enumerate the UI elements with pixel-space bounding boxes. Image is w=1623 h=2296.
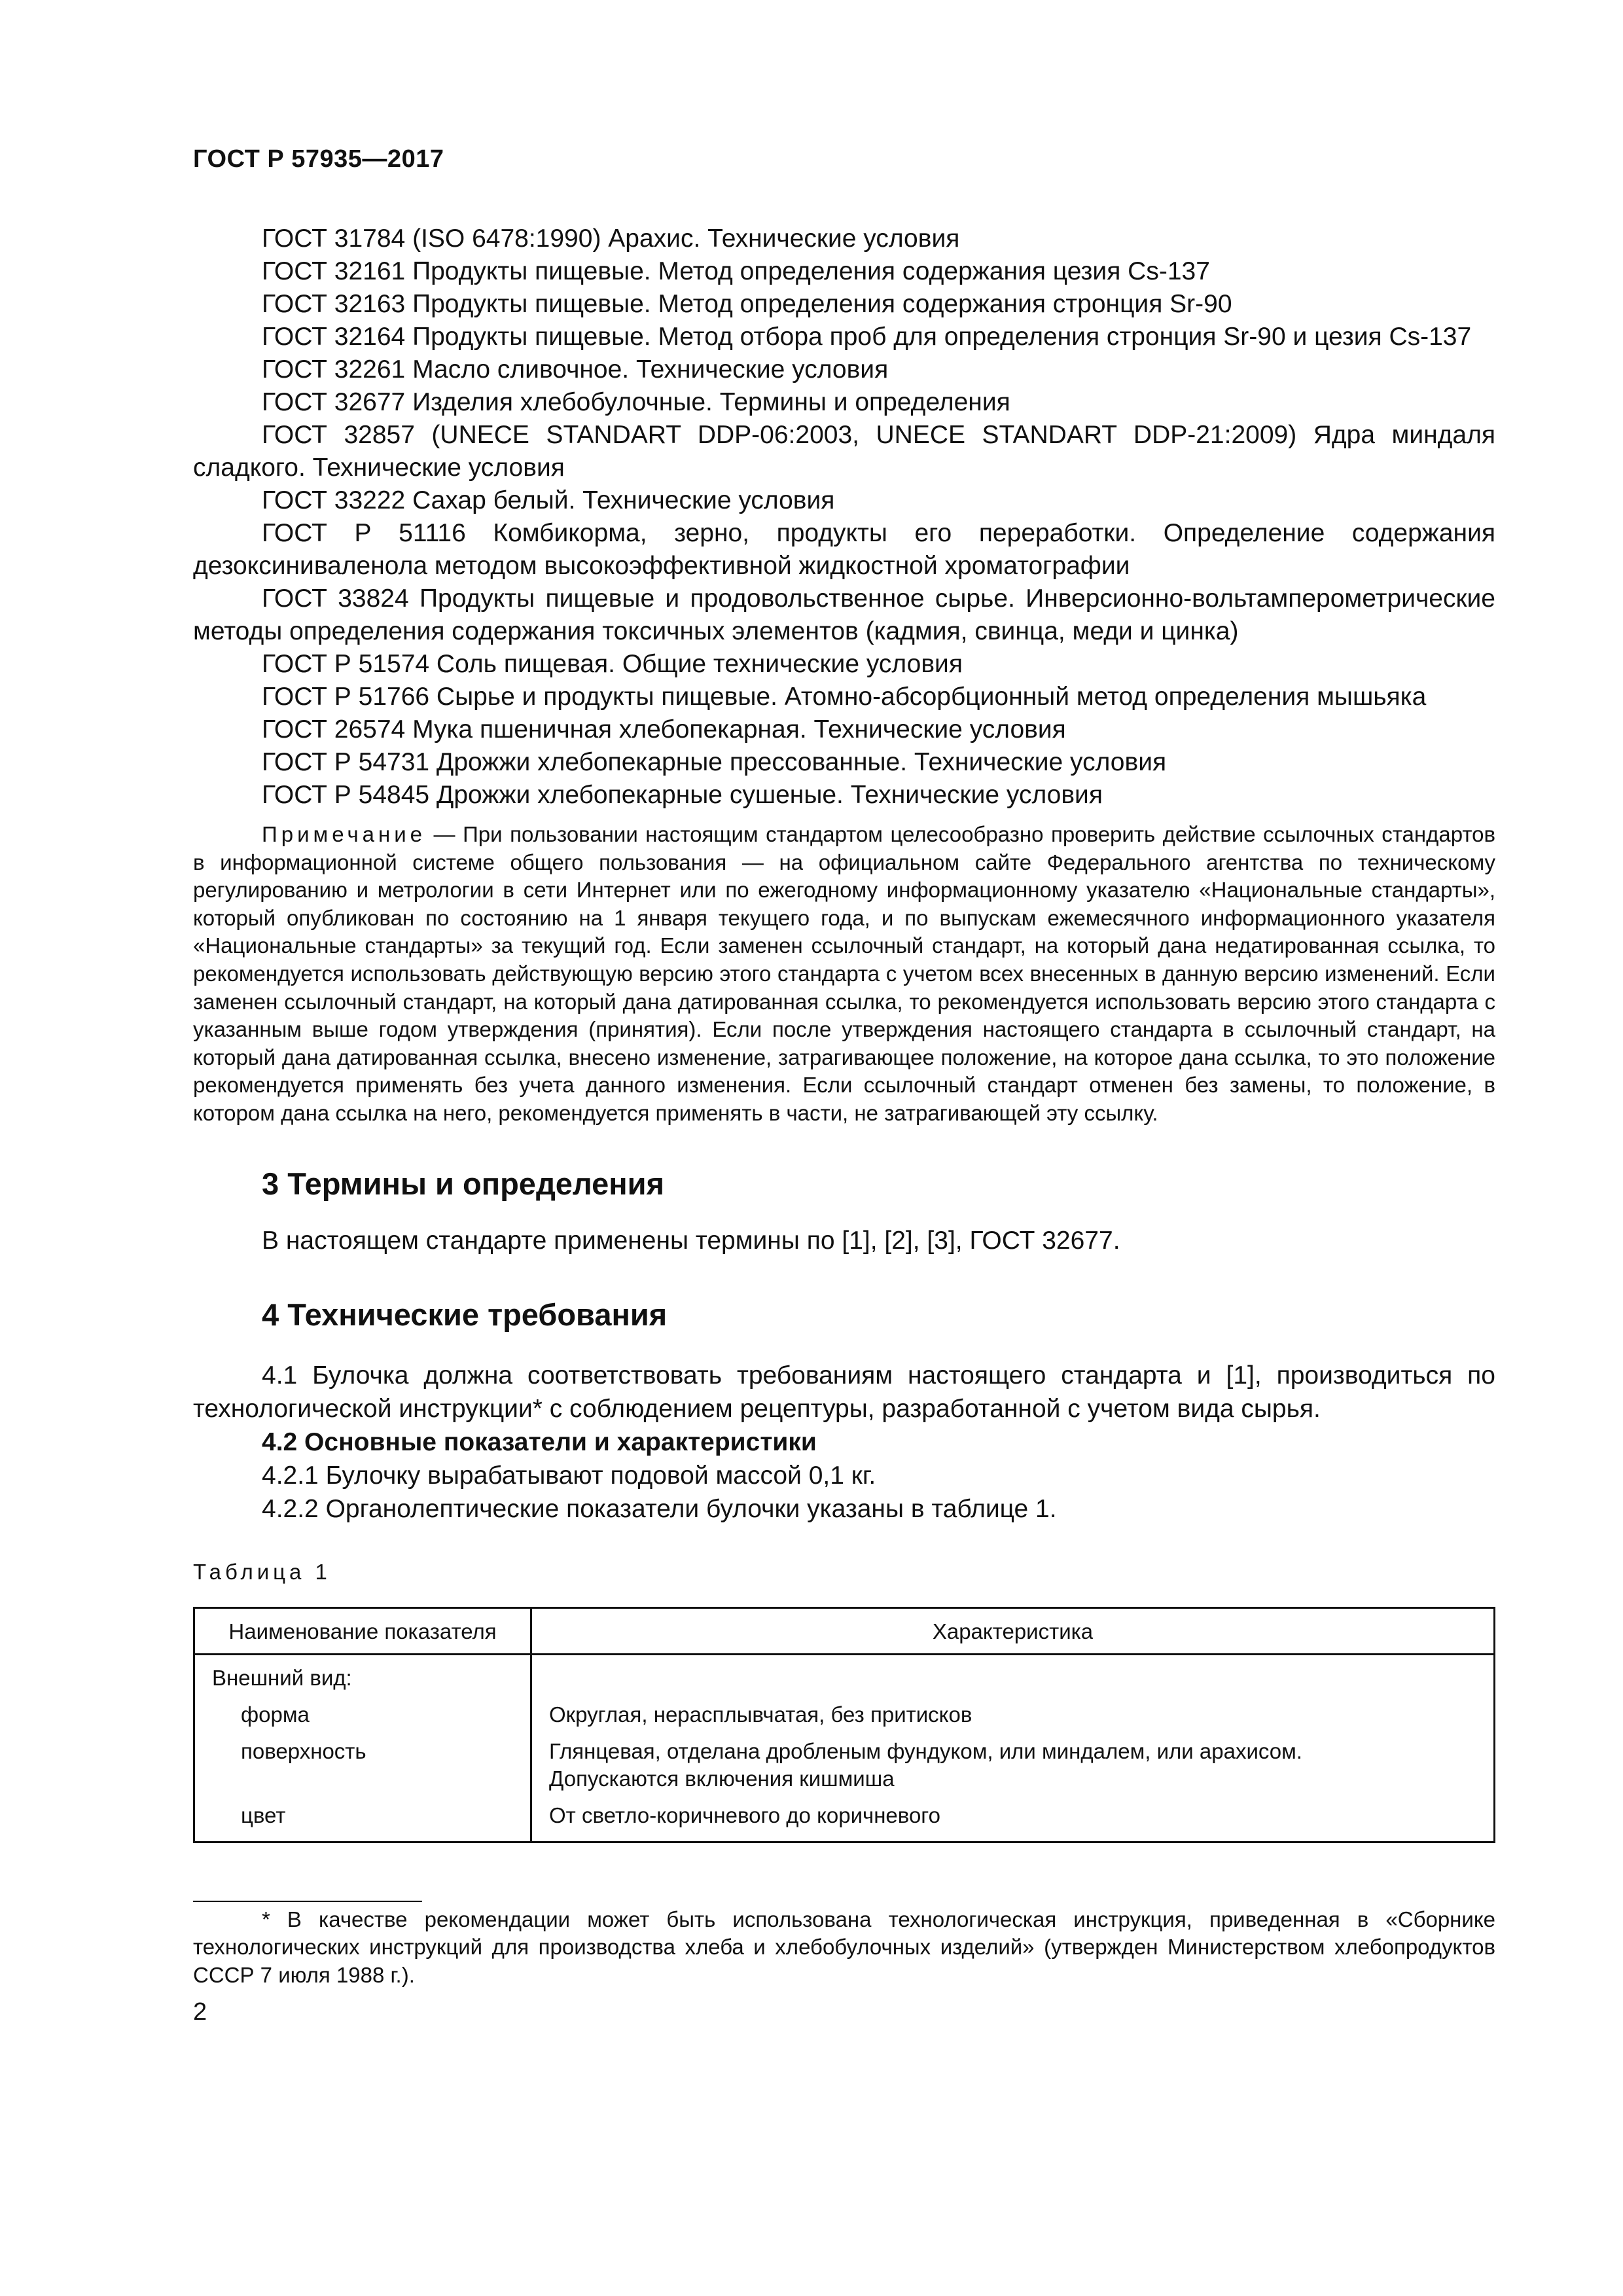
table-row bbox=[194, 1697, 1495, 1734]
table-cell bbox=[194, 1765, 531, 1798]
note-paragraph bbox=[193, 821, 1495, 1128]
table-header-cell: Наименование показателя bbox=[194, 1607, 531, 1654]
table-header-cell: Характеристика bbox=[531, 1607, 1495, 1654]
reference-item: ГОСТ 33824 Продукты пищевые и продовольственное сырье. Инверсионно-вольтамперометрические методы определения содержания токсичных элементов (кадмия, свинца, меди и цинка) bbox=[193, 584, 1495, 645]
reference-item: ГОСТ Р 54731 Дрожжи хлебопекарные прессованные. Технические условия bbox=[262, 748, 1167, 776]
table-cell: От светло-коричневого до коричневого bbox=[531, 1798, 1495, 1842]
reference-item: ГОСТ 33222 Сахар белый. Технические условия bbox=[262, 486, 835, 514]
clause-4-2-1: 4.2.1 Булочку вырабатывают подовой массой 0,1 кг. bbox=[262, 1461, 876, 1490]
reference-item: ГОСТ Р 51766 Сырье и продукты пищевые. Атомно-абсорбционный метод определения мышьяка bbox=[262, 683, 1427, 711]
table-cell: форма bbox=[194, 1697, 531, 1734]
organoleptic-table bbox=[193, 1607, 1495, 1843]
section-4-heading: 4 Технические требования bbox=[262, 1297, 668, 1332]
table-header-row bbox=[194, 1607, 1495, 1654]
reference-item: ГОСТ 32677 Изделия хлебобулочные. Термины и определения bbox=[262, 388, 1010, 416]
reference-item: ГОСТ 32161 Продукты пищевые. Метод определения содержания цезия Cs-137 bbox=[262, 257, 1210, 285]
table-cell: Допускаются включения кишмиша bbox=[531, 1765, 1495, 1798]
table-cell: поверхность bbox=[194, 1734, 531, 1765]
section-3-heading: 3 Термины и определения bbox=[262, 1166, 664, 1201]
footnote-separator bbox=[193, 1901, 422, 1902]
table-row bbox=[194, 1765, 1495, 1798]
clause-4-2-heading: 4.2 Основные показатели и характеристики bbox=[262, 1427, 817, 1456]
clause-4-2-2: 4.2.2 Органолептические показатели булочки указаны в таблице 1. bbox=[262, 1494, 1057, 1523]
table-row bbox=[194, 1734, 1495, 1765]
table-row bbox=[194, 1654, 1495, 1697]
page-content bbox=[193, 223, 1495, 2026]
table-cell: Глянцевая, отделана дробленым фундуком, или миндалем, или арахисом. bbox=[531, 1734, 1495, 1765]
reference-item: ГОСТ 32163 Продукты пищевые. Метод определения содержания стронция Sr-90 bbox=[262, 290, 1232, 318]
section-3-text: В настоящем стандарте применены термины по [1], [2], [3], ГОСТ 32677. bbox=[262, 1226, 1120, 1255]
reference-item: ГОСТ Р 54845 Дрожжи хлебопекарные сушеные. Технические условия bbox=[262, 781, 1103, 809]
table-cell: Округлая, нерасплывчатая, без притисков bbox=[531, 1697, 1495, 1734]
table-cell bbox=[531, 1654, 1495, 1697]
reference-item: ГОСТ 32261 Масло сливочное. Технические условия bbox=[262, 355, 889, 384]
reference-item: ГОСТ 31784 (ISO 6478:1990) Арахис. Технические условия bbox=[262, 224, 960, 253]
table-cell: Внешний вид: bbox=[194, 1654, 531, 1697]
note-label: Примечание bbox=[262, 822, 427, 846]
table-row bbox=[194, 1798, 1495, 1842]
reference-item: ГОСТ 32857 (UNECE STANDART DDP-06:2003, UNECE STANDART DDP-21:2009) Ядра миндаля сладкого. Технические условия bbox=[193, 421, 1495, 482]
clause-4-1: 4.1 Булочка должна соответствовать требованиям настоящего стандарта и [1], производиться по технологической инструкции* с соблюдением рецептуры, разработанной с учетом вида сырья. bbox=[193, 1361, 1495, 1423]
note-text: — При пользовании настоящим стандартом целесообразно проверить действие ссылочных стандартов в информационной системе общего пользования — на официальном сайте Федерального агентства по техническому регулированию и метрологии в сети Интернет или по ежегодному информационному указателю «Национальные стандарты», который опубликован по состоянию на 1 января текущего года, и по выпускам ежемесячного информационного указателя «Национальные стандарты» за текущий год. Если заменен ссылочный стандарт, на который дана недатированная ссылка, то рекомендуется использовать действующую версию этого стандарта с учетом всех внесенных в данную версию изменений. Если заменен ссылочный стандарт, на который дана датированная ссылка, то рекомендуется использовать версию этого стандарта с указанным выше годом утверждения (принятия). Если после утверждения настоящего стандарта в ссылочный стандарт, на который дана датированная ссылка, внесено изменение, затрагивающее положение, на которое дана ссылка, то это положение рекомендуется применять без учета данного изменения. Если ссылочный стандарт отменен без замены, то положение, в котором дана ссылка на него, рекомендуется применять в части, не затрагивающей эту ссылку. bbox=[193, 822, 1495, 1125]
reference-item: ГОСТ Р 51574 Соль пищевая. Общие технические условия bbox=[262, 650, 963, 678]
table-cell: цвет bbox=[194, 1798, 531, 1842]
reference-item: ГОСТ 32164 Продукты пищевые. Метод отбора проб для определения стронция Sr-90 и цезия Cs-137 bbox=[262, 323, 1472, 351]
reference-list bbox=[193, 223, 1495, 812]
document-header: ГОСТ Р 57935—2017 bbox=[193, 145, 444, 173]
table-caption: Таблица 1 bbox=[193, 1559, 331, 1584]
footnote: * В качестве рекомендации может быть использована технологическая инструкция, приведенная в «Сборнике технологических инструкций для производства хлеба и хлебобулочных изделий» (утвержден Министерством хлебопродуктов СССР 7 июля 1988 г.). bbox=[193, 1907, 1495, 1987]
page-number: 2 bbox=[193, 1998, 207, 2026]
reference-item: ГОСТ 26574 Мука пшеничная хлебопекарная. Технические условия bbox=[262, 715, 1066, 744]
reference-item: ГОСТ Р 51116 Комбикорма, зерно, продукты его переработки. Определение содержания дезоксиниваленола методом высокоэффективной жидкостной хроматографии bbox=[193, 519, 1495, 580]
